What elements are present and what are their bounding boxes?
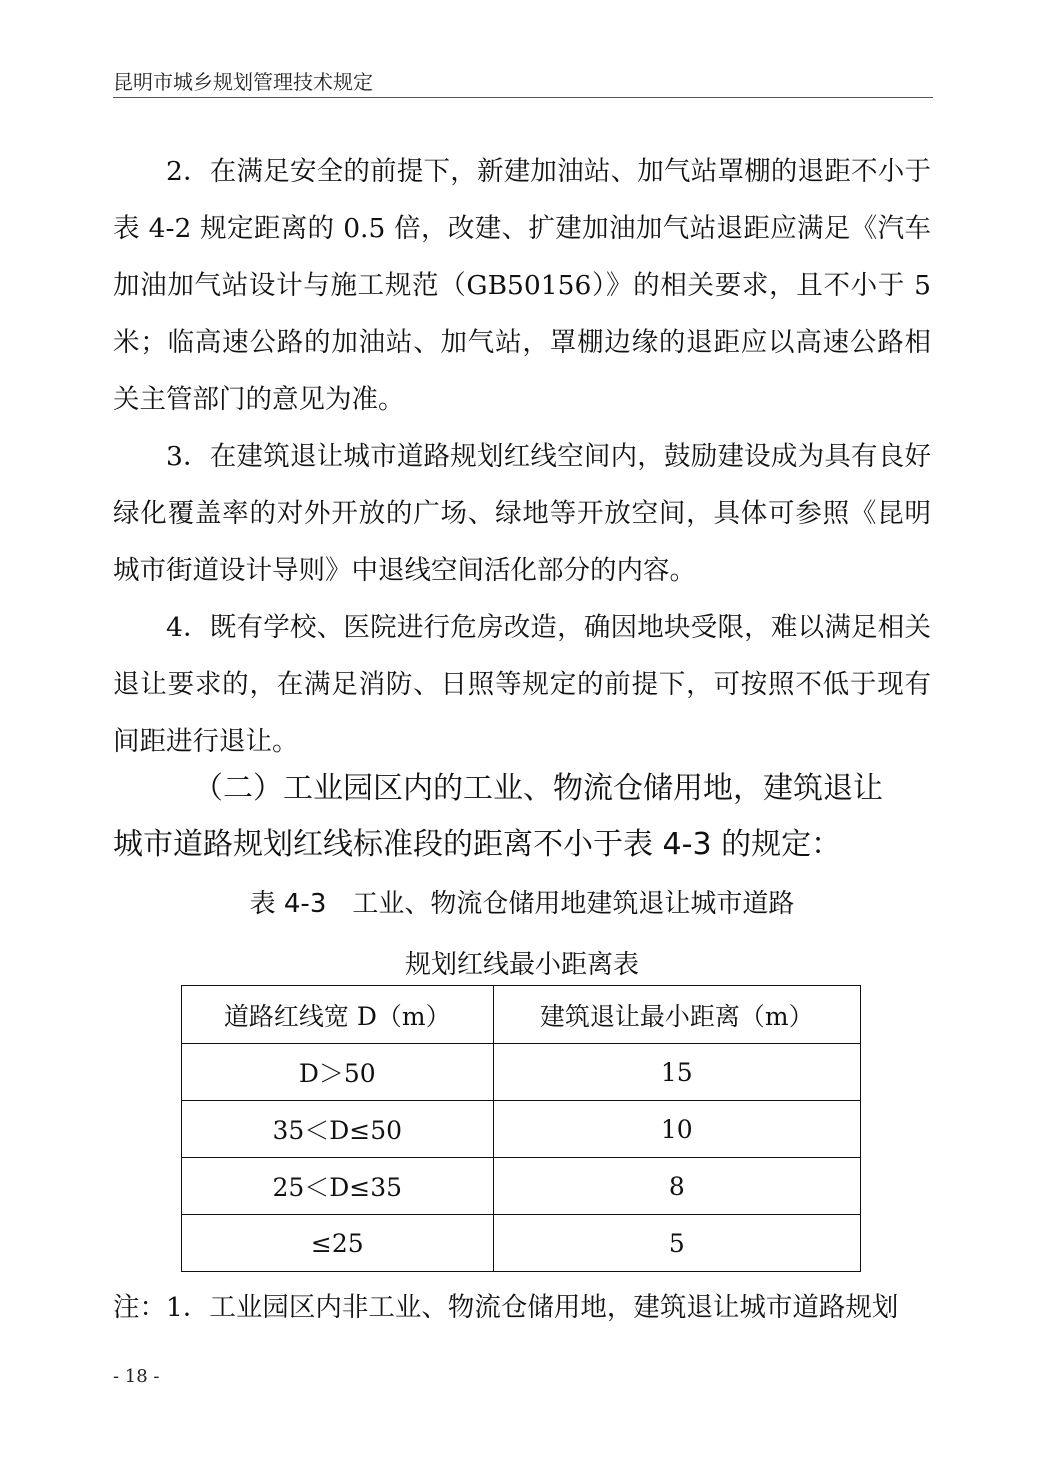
road-width-cell: ≤25: [182, 1215, 494, 1272]
min-setback-cell: 15: [493, 1044, 860, 1101]
table-caption-line-2: 规划红线最小距离表: [404, 950, 639, 980]
table-row: [182, 1101, 861, 1158]
section-heading: [113, 761, 931, 873]
table-row: [182, 1215, 861, 1272]
paragraph-2: 2．在满足安全的前提下，新建加油站、加气站罩棚的退距不小于表 4-2 规定距离的 0.5 倍，改建、扩建加油加气站退距应满足《汽车加油加气站设计与施工规范（GB50156）》的相关要求，且不小于 5 米；临高速公路的加油站、加气站，罩棚边缘的退距应以高速公路相关主管部门的意见为准。: [113, 156, 931, 415]
section-heading-line-1: （二）工业园区内的工业、物流仓储用地，建筑退让: [193, 771, 883, 806]
section-heading-line-2: 城市道路规划红线标准段的距离不小于表 4-3 的规定：: [113, 827, 842, 862]
column-header-min-setback: 建筑退让最小距离（m）: [493, 986, 860, 1044]
table-header-row: [182, 986, 861, 1044]
min-setback-cell: 8: [493, 1158, 860, 1215]
setback-distance-table: [181, 985, 861, 1272]
paragraph-4: 4．既有学校、医院进行危房改造，确因地块受限，难以满足相关退让要求的，在满足消防、日照等规定的前提下，可按照不低于现有间距进行退让。: [113, 612, 931, 757]
page-number: - 18 -: [113, 1366, 160, 1387]
road-width-cell: D＞50: [182, 1044, 494, 1101]
road-width-cell: 35＜D≤50: [182, 1101, 494, 1158]
min-setback-cell: 10: [493, 1101, 860, 1158]
header-divider: [113, 97, 933, 98]
column-header-road-width: 道路红线宽 D（m）: [182, 986, 494, 1044]
min-setback-cell: 5: [493, 1215, 860, 1272]
running-header: 昆明市城乡规划管理技术规定: [113, 70, 373, 94]
table-caption-line-1: 表 4-3 工业、物流仓储用地建筑退让城市道路: [249, 889, 795, 919]
body-text: [113, 143, 931, 770]
table-note: 注：1．工业园区内非工业、物流仓储用地，建筑退让城市道路规划: [113, 1292, 899, 1323]
table-row: [182, 1044, 861, 1101]
table-row: [182, 1158, 861, 1215]
road-width-cell: 25＜D≤35: [182, 1158, 494, 1215]
paragraph-3: 3．在建筑退让城市道路规划红线空间内，鼓励建设成为具有良好绿化覆盖率的对外开放的广场、绿地等开放空间，具体可参照《昆明城市街道设计导则》中退线空间活化部分的内容。: [113, 441, 931, 586]
